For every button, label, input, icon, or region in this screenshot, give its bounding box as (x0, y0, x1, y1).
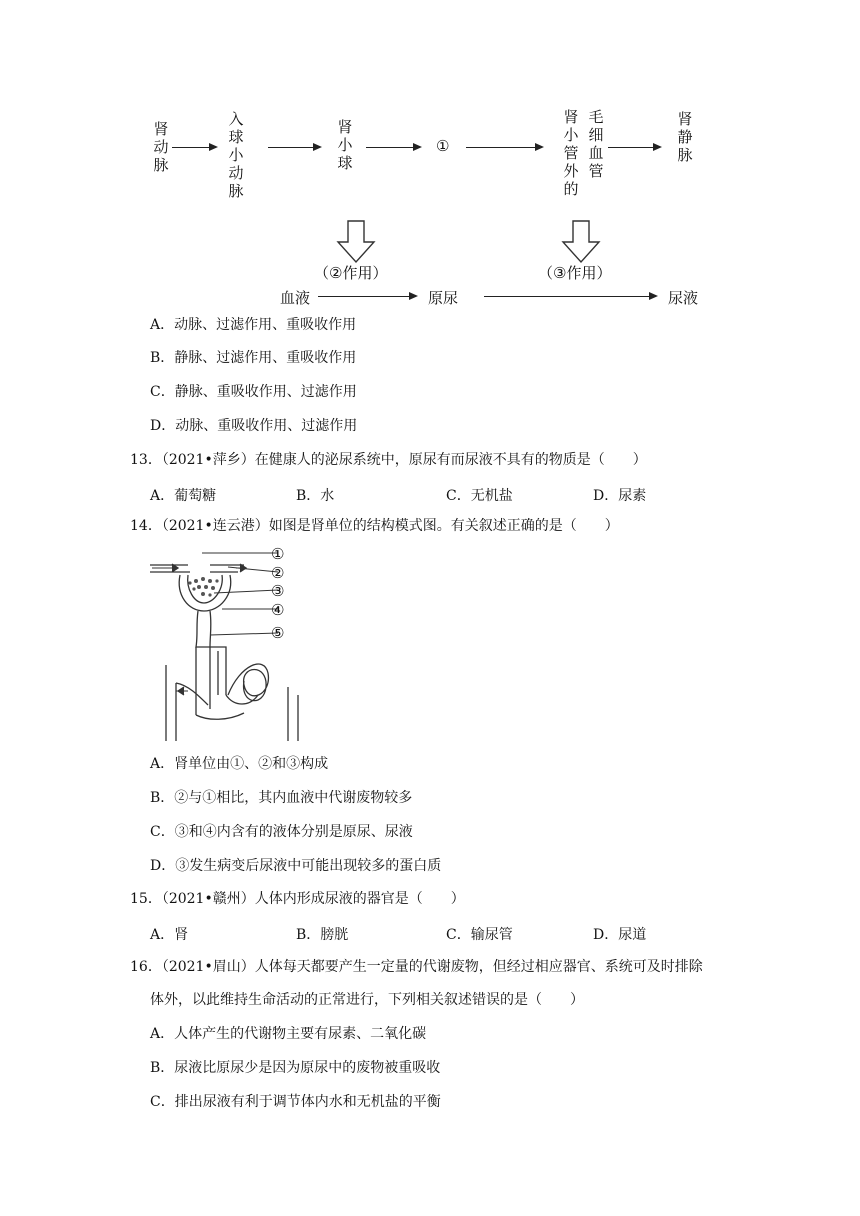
nephron-label-3: ③ (271, 582, 285, 600)
q15-stem: 15．（2021•赣州）人体内形成尿液的器官是（ ） (130, 891, 465, 907)
q16-option-c: C．排出尿液有利于调节体内水和无机盐的平衡 (150, 1094, 441, 1110)
q13-option-c: C．无机盐 (446, 488, 513, 504)
process-3-label: （③作用） (538, 264, 612, 282)
afferent-arteriole-label: 入 球 小 动 脉 (228, 110, 244, 200)
flow-arrow (484, 296, 656, 297)
q15-option-b: B．膀胱 (296, 927, 349, 943)
glomerulus-label: 肾 小 球 (337, 118, 353, 172)
q14-option-a: A．肾单位由①、②和③构成 (150, 756, 329, 772)
process-2-label: （②作用） (314, 264, 388, 282)
flow-arrow (466, 147, 542, 148)
q12-option-d: D．动脉、重吸收作用、过滤作用 (150, 418, 358, 434)
flow-arrow (608, 147, 660, 148)
q16-stem-line-1: 16．（2021•眉山）人体每天都要产生一定量的代谢废物，但经过相应器官、系统可及时排除 (130, 959, 703, 975)
circle-1-label: ① (436, 137, 450, 155)
q12-option-c: C．静脉、重吸收作用、过滤作用 (150, 384, 357, 400)
capillary-label: 毛 细 血 管 (588, 108, 604, 180)
q12-option-a: A．动脉、过滤作用、重吸收作用 (150, 317, 357, 333)
q16-stem-line-2: 体外，以此维持生命活动的正常进行，下列相关叙述错误的是（ ） (150, 992, 584, 1008)
outside-tubule-label: 肾 小 管 外 的 (563, 108, 579, 198)
hollow-down-arrow-icon (336, 220, 376, 264)
flow-arrow (366, 147, 420, 148)
nephron-label-4: ④ (271, 601, 285, 619)
renal-vein-label: 肾 静 脉 (677, 110, 693, 164)
nephron-label-5: ⑤ (271, 624, 285, 642)
q16-option-a: A．人体产生的代谢物主要有尿素、二氧化碳 (150, 1026, 427, 1042)
nephron-label-2: ② (271, 564, 285, 582)
q15-option-d: D．尿道 (593, 927, 647, 943)
q14-option-b: B．②与①相比，其内血液中代谢废物较多 (150, 790, 413, 806)
q15-option-a: A．肾 (150, 927, 189, 943)
q13-option-d: D．尿素 (593, 488, 647, 504)
urine-label: 尿液 (668, 289, 699, 307)
primary-urine-label: 原尿 (428, 289, 459, 307)
q16-option-b: B．尿液比原尿少是因为原尿中的废物被重吸收 (150, 1060, 441, 1076)
nephron-diagram (148, 545, 318, 741)
q13-option-a: A．葡萄糖 (150, 488, 217, 504)
flow-arrow (172, 147, 216, 148)
q13-stem: 13．（2021•萍乡）在健康人的泌尿系统中，原尿有而尿液不具有的物质是（ ） (130, 452, 647, 468)
q12-option-b: B．静脉、过滤作用、重吸收作用 (150, 350, 357, 366)
flow-arrow (268, 147, 320, 148)
q14-stem: 14．（2021•连云港）如图是肾单位的结构模式图。有关叙述正确的是（ ） (130, 518, 619, 534)
q14-option-d: D．③发生病变后尿液中可能出现较多的蛋白质 (150, 858, 442, 874)
q13-option-b: B．水 (296, 488, 335, 504)
q15-option-c: C．输尿管 (446, 927, 513, 943)
flow-arrow (318, 296, 416, 297)
blood-label: 血液 (280, 289, 311, 307)
renal-artery-label: 肾 动 脉 (153, 120, 169, 174)
q14-option-c: C．③和④内含有的液体分别是原尿、尿液 (150, 824, 413, 840)
nephron-label-1: ① (271, 545, 285, 563)
hollow-down-arrow-icon (561, 220, 601, 264)
